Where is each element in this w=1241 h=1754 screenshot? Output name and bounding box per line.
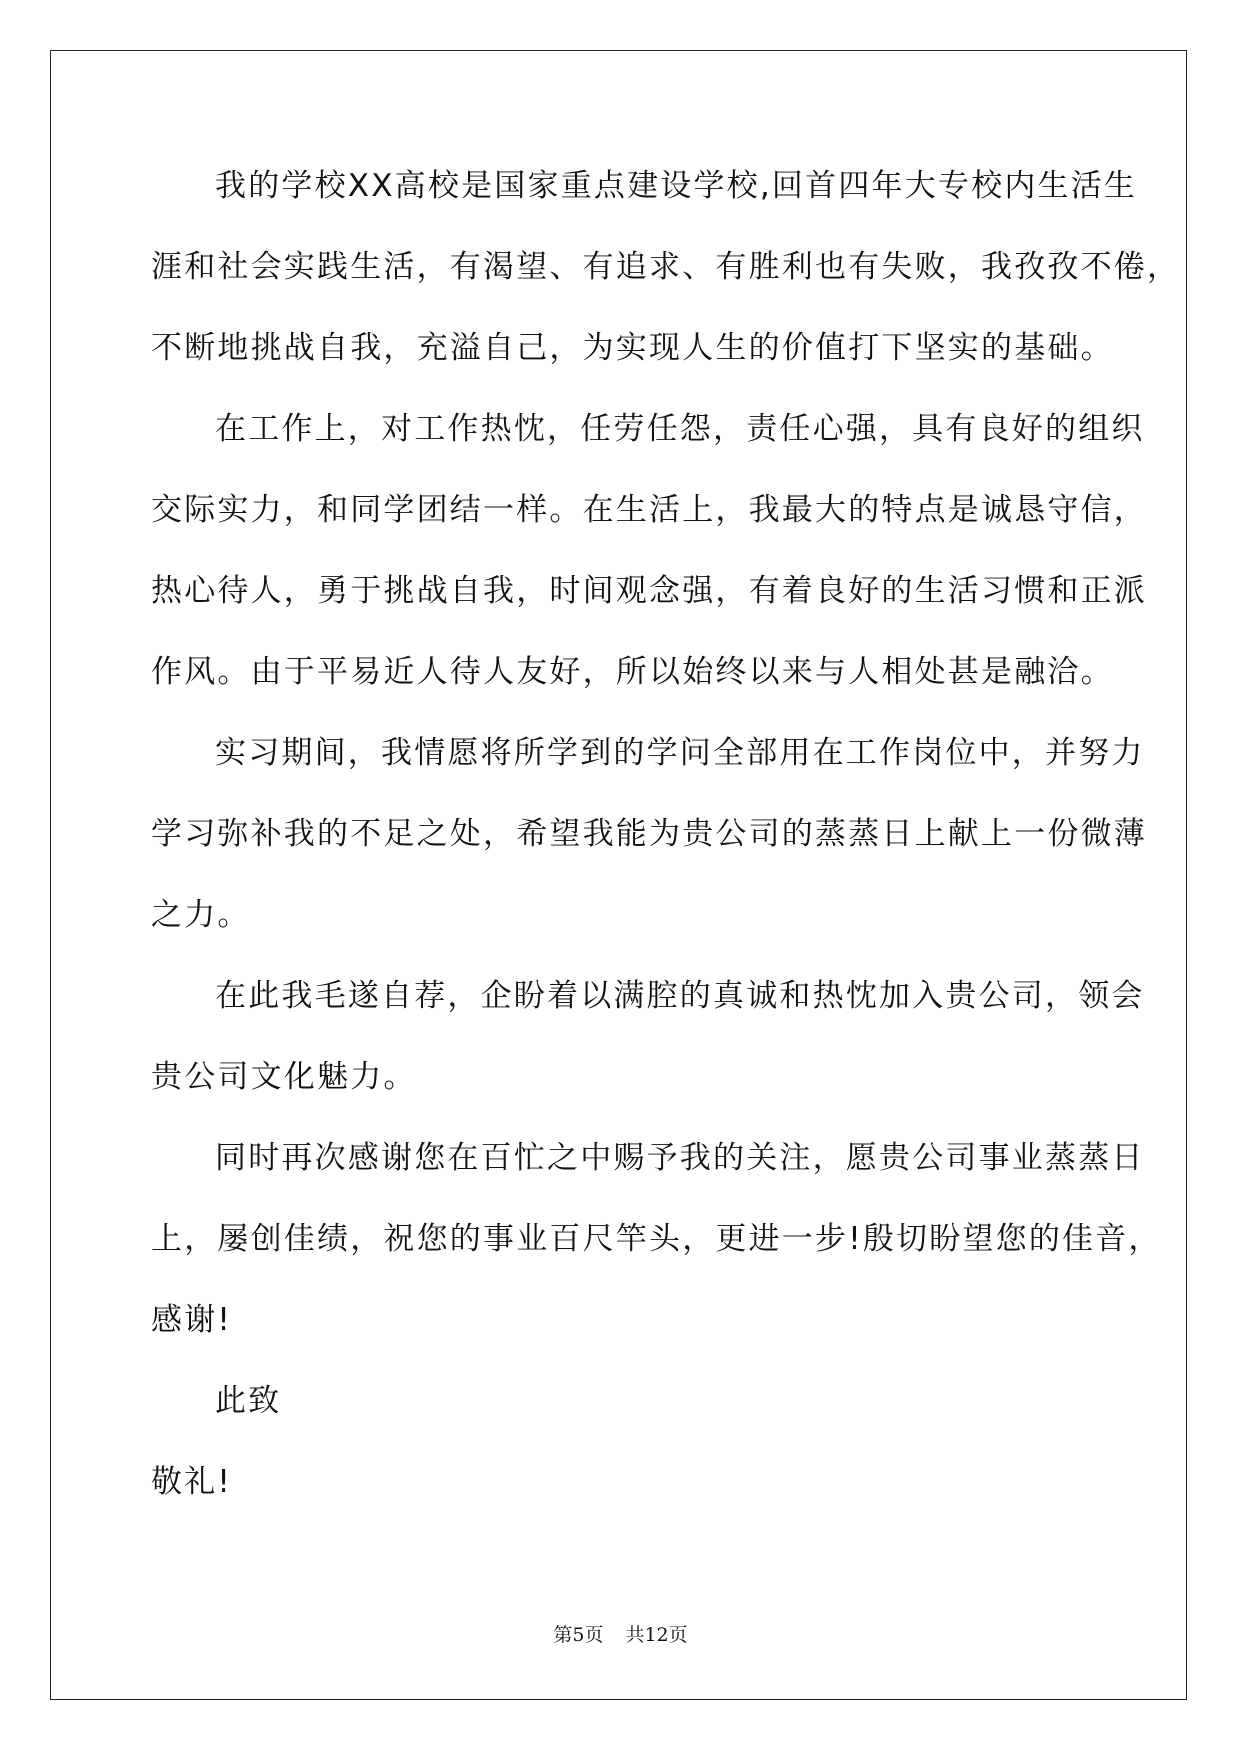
body-line: 上，屡创佳绩，祝您的事业百尺竿头，更进一步!殷切盼望您的佳音，	[151, 1221, 1162, 1257]
closing-salutation: 此致	[215, 1383, 282, 1419]
body-line: 学习弥补我的不足之处，希望我能为贵公司的蒸蒸日上献上一份微薄	[151, 816, 1147, 852]
page-footer	[0, 1620, 1241, 1647]
body-line: 交际实力，和同学团结一样。在生活上，我最大的特点是诚恳守信，	[151, 492, 1147, 528]
body-line: 实习期间，我情愿将所学到的学问全部用在工作岗位中，并努力	[215, 735, 1145, 771]
body-line: 我的学校XX高校是国家重点建设学校,回首四年大专校内生活生	[215, 168, 1138, 204]
body-line: 贵公司文化魅力。	[151, 1059, 417, 1095]
body-line: 作风。由于平易近人待人友好，所以始终以来与人相处甚是融洽。	[151, 654, 1114, 690]
page-total: 共12页	[625, 1624, 688, 1646]
page-number: 第5页	[553, 1624, 604, 1646]
body-line: 涯和社会实践生活，有渴望、有追求、有胜利也有失败，我孜孜不倦，	[151, 249, 1181, 285]
body-line: 在此我毛遂自荐，企盼着以满腔的真诚和热忱加入贵公司，领会	[215, 978, 1145, 1014]
body-line: 热心待人，勇于挑战自我，时间观念强，有着良好的生活习惯和正派	[151, 573, 1147, 609]
body-line: 之力。	[151, 897, 251, 933]
body-line: 同时再次感谢您在百忙之中赐予我的关注，愿贵公司事业蒸蒸日	[215, 1140, 1145, 1176]
letter-body	[151, 158, 1181, 1535]
body-line: 在工作上，对工作热忱，任劳任怨，责任心强，具有良好的组织	[215, 411, 1145, 447]
body-line: 不断地挑战自我，充溢自己，为实现人生的价值打下坚实的基础。	[151, 330, 1114, 366]
body-line: 感谢!	[151, 1302, 233, 1338]
closing-regards: 敬礼!	[151, 1464, 233, 1500]
